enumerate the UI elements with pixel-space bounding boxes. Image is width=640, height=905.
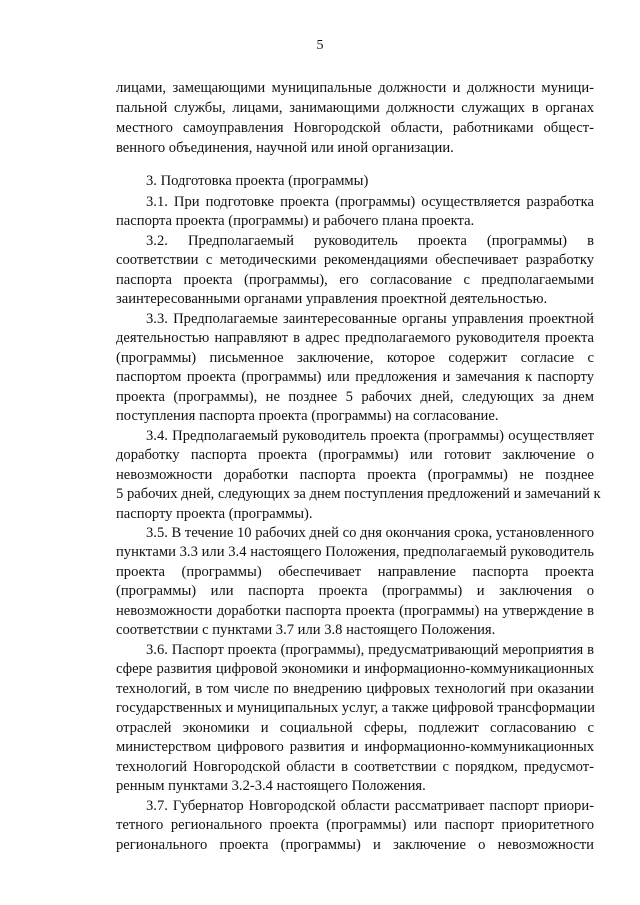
text-line: (программы) письменное заключение, которое содержит согласие с [116,350,594,366]
text-line: 3.6. Паспорт проекта (программы), предусматривающий мероприятия в [146,642,594,658]
text-line: регионального проекта (программы) и заключение о невозможности [116,837,594,853]
text-line: 3. Подготовка проекта (программы) [146,173,369,189]
text-line: деятельностью направляют в адрес предполагаемого руководителя проекта [116,330,594,346]
text-line: венного объединения, научной или иной организации. [116,140,454,156]
text-line: государственных и муниципальных услуг, а также цифровой трансформации [116,700,595,716]
text-line: министерством цифрового развития и информационно-коммуникационных [116,739,594,755]
text-line: паспорта проекта (программы) и рабочего плана проекта. [116,213,475,229]
text-line: паспорту проекта (программы). [116,506,313,522]
text-line: местного самоуправления Новгородской области, работниками общест- [116,120,594,136]
text-line: невозможности доработки паспорта проекта (программы) не позднее [116,467,594,483]
page-number: 5 [316,38,324,53]
text-line: 3.1. При подготовке проекта (программы) осуществляется разработка [146,194,594,210]
text-line: ренным пунктами 3.2-3.4 настоящего Положения. [116,778,426,794]
text-line: соответствии с пунктами 3.7 или 3.8 настоящего Положения. [116,622,496,638]
text-line: (программы) или паспорта проекта (программы) и заключения о [116,583,594,599]
text-line: тетного регионального проекта (программы) или паспорт приоритетного [116,817,594,833]
text-line: 3.7. Губернатор Новгородской области рассматривает паспорт приори- [146,798,594,814]
text-line: пунктами 3.3 или 3.4 настоящего Положения, предполагаемый руководитель [116,544,594,560]
text-line: соответствии с методическими рекомендациями обеспечивает разработку [116,252,594,268]
text-line: 3.5. В течение 10 рабочих дней со дня окончания срока, установленного [146,525,595,541]
text-line: отраслей экономики и социальной сферы, подлежит согласованию с [116,720,594,736]
text-line: паспорта проекта (программы), его согласование с предполагаемыми [116,272,594,288]
text-line: технологий, в том числе по внедрению цифровых технологий при оказании [116,681,594,697]
text-line: 3.2. Предполагаемый руководитель проекта (программы) в [146,233,594,249]
text-line: проекта (программы) обеспечивает направление паспорта проекта [116,564,594,580]
text-line: пальной службы, лицами, занимающими должности служащих в органах [116,100,594,116]
text-line: заинтересованными органами управления проектной деятельностью. [116,291,548,307]
text-line: 3.3. Предполагаемые заинтересованные органы управления проектной [146,311,594,327]
text-line: паспортом проекта (программы) или предложения и замечания к паспорту [116,369,594,385]
text-line: технологий Новгородской области в соответствии с порядком, предусмот- [116,759,594,775]
text-line: лицами, замещающими муниципальные должности и должности муници- [116,80,594,96]
text-line: сфере развития цифровой экономики и информационно-коммуникационных [116,661,594,677]
text-line: проекта (программы), не позднее 5 рабочих дней, следующих за днем [116,389,594,405]
text-line: невозможности доработки паспорта проекта (программы) на утверждение в [116,603,594,619]
text-line: 3.4. Предполагаемый руководитель проекта (программы) осуществляет [146,428,594,444]
text-line: 5 рабочих дней, следующих за днем поступления предложений и замечаний к [116,486,601,502]
text-line: поступления паспорта проекта (программы) на согласование. [116,408,499,424]
text-line: доработку паспорта проекта (программы) или готовит заключение о [116,447,594,463]
